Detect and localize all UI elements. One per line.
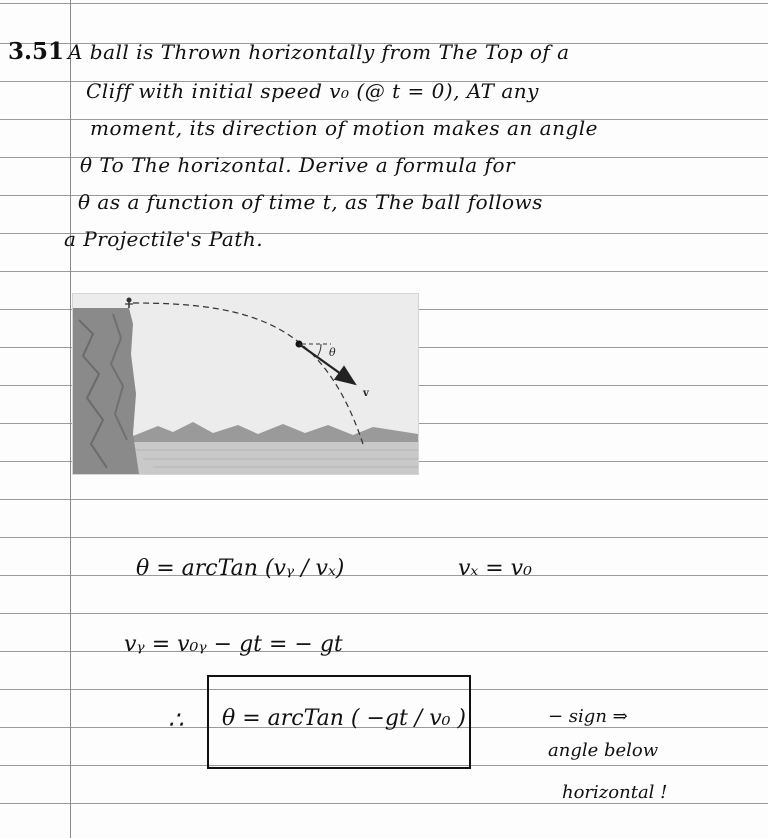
- projectile-diagram: [73, 294, 418, 474]
- problem-number: 3.51: [8, 38, 65, 65]
- cliff: [73, 308, 139, 474]
- problem-line-4: θ To The horizontal. Derive a formula for: [80, 153, 516, 177]
- problem-line-3: moment, its direction of motion makes an angle: [90, 116, 598, 140]
- note-line-2: angle below: [548, 740, 659, 761]
- projectile-figure: [72, 293, 419, 475]
- problem-line-2: Cliff with initial speed v₀ (@ t = 0), AT any: [86, 79, 539, 103]
- theta-definition: θ = arcTan (vᵧ / vₓ): [136, 556, 345, 581]
- problem-line-1: A ball is Thrown horizontally from The Top of a: [68, 40, 570, 64]
- therefore-symbol: ∴: [168, 706, 184, 734]
- problem-line-6: a Projectile's Path.: [64, 227, 264, 251]
- theta-label: θ: [329, 346, 336, 359]
- margin-line: [70, 0, 71, 838]
- vy-equation: vᵧ = v₀ᵧ − gt = − gt: [124, 632, 343, 657]
- final-answer: θ = arcTan ( −gt / v₀ ): [222, 706, 467, 731]
- vx-equation: vₓ = v₀: [458, 556, 532, 581]
- note-line-3: horizontal !: [562, 782, 668, 803]
- note-line-1: − sign ⇒: [548, 706, 628, 727]
- problem-line-5: θ as a function of time t, as The ball follows: [78, 190, 543, 214]
- velocity-label: v: [363, 388, 369, 399]
